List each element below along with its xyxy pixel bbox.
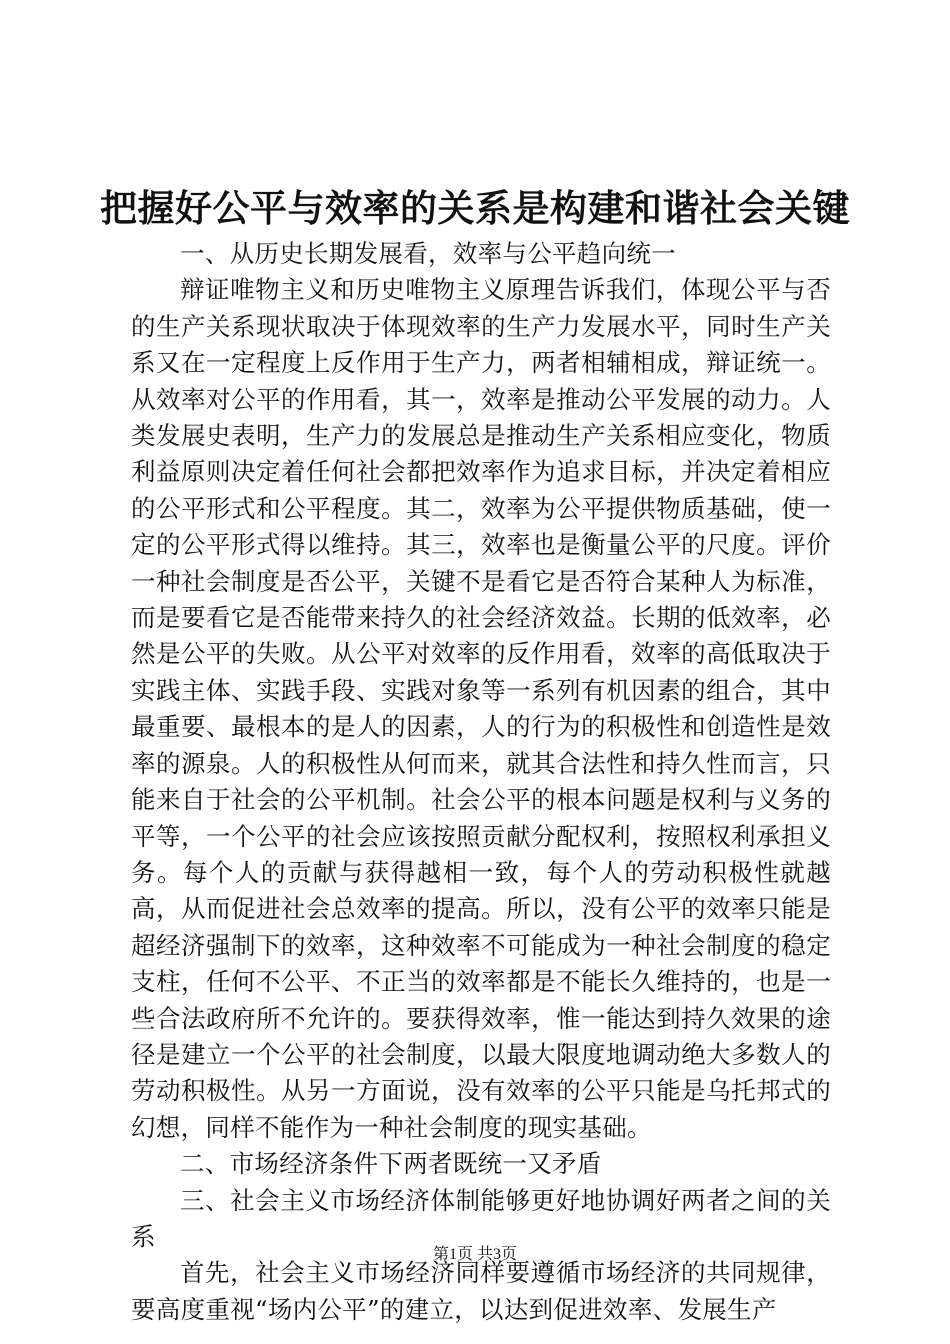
section-heading-1: 一、从历史长期发展看，效率与公平趋向统一 <box>180 239 676 268</box>
section-heading-3: 三、社会主义市场经济体制能够更好地协调好两者之间的关系 <box>131 1185 831 1251</box>
document-title: 把握好公平与效率的关系是构建和谐社会关键 <box>100 186 850 230</box>
body-paragraph-2: 首先，社会主义市场经济同样要遵循市场经济的共同规律，要高度重视“场内公平”的建立，以达到促进效率、发展生产 <box>131 1258 831 1324</box>
document-body <box>131 236 831 1328</box>
page-number-footer: 第1页 共3页 <box>432 1246 517 1263</box>
section-heading-2: 二、市场经济条件下两者既统一又矛盾 <box>180 1149 602 1179</box>
body-paragraph-1: 辩证唯物主义和历史唯物主义原理告诉我们，体现公平与否的生产关系现状取决于体现效率的生产力发展水平，同时生产关系又在一定程度上反作用于生产力，两者相辅相成，辩证统一。从效率对公平的作用看，其一，效率是推动公平发展的动力。人类发展史表明，生产力的发展总是推动生产关系相应变化，物质利益原则决定着任何社会都把效率作为追求目标，并决定着相应的公平形式和公平程度。其二，效率为公平提供物质基础，使一定的公平形式得以维持。其三，效率也是衡量公平的尺度。评价一种社会制度是否公平，关键不是看它是否符合某种人为标准，而是要看它是否能带来持久的社会经济效益。长期的低效率，必然是公平的失败。从公平对效率的反作用看，效率的高低取决于实践主体、实践手段、实践对象等一系列有机因素的组合，其中最重要、最根本的是人的因素，人的行为的积极性和创造性是效率的源泉。人的积极性从何而来，就其合法性和持久性而言，只能来自于社会的公平机制。社会公平的根本问题是权利与义务的平等，一个公平的社会应该按照贡献分配权利，按照权利承担义务。每个人的贡献与获得越相一致，每个人的劳动积极性就越高，从而促进社会总效率的提高。所以，没有公平的效率只能是超经济强制下的效率，这种效率不可能成为一种社会制度的稳定支柱，任何不公平、不正当的效率都是不能长久维持的，也是一些合法政府所不允许的。要获得效率，惟一能达到持久效果的途径是建立一个公平的社会制度，以最大限度地调动绝大多数人的劳动积极性。从另一方面说，没有效率的公平只能是乌托邦式的幻想，同样不能作为一种社会制度的现实基础。 <box>131 275 831 1142</box>
